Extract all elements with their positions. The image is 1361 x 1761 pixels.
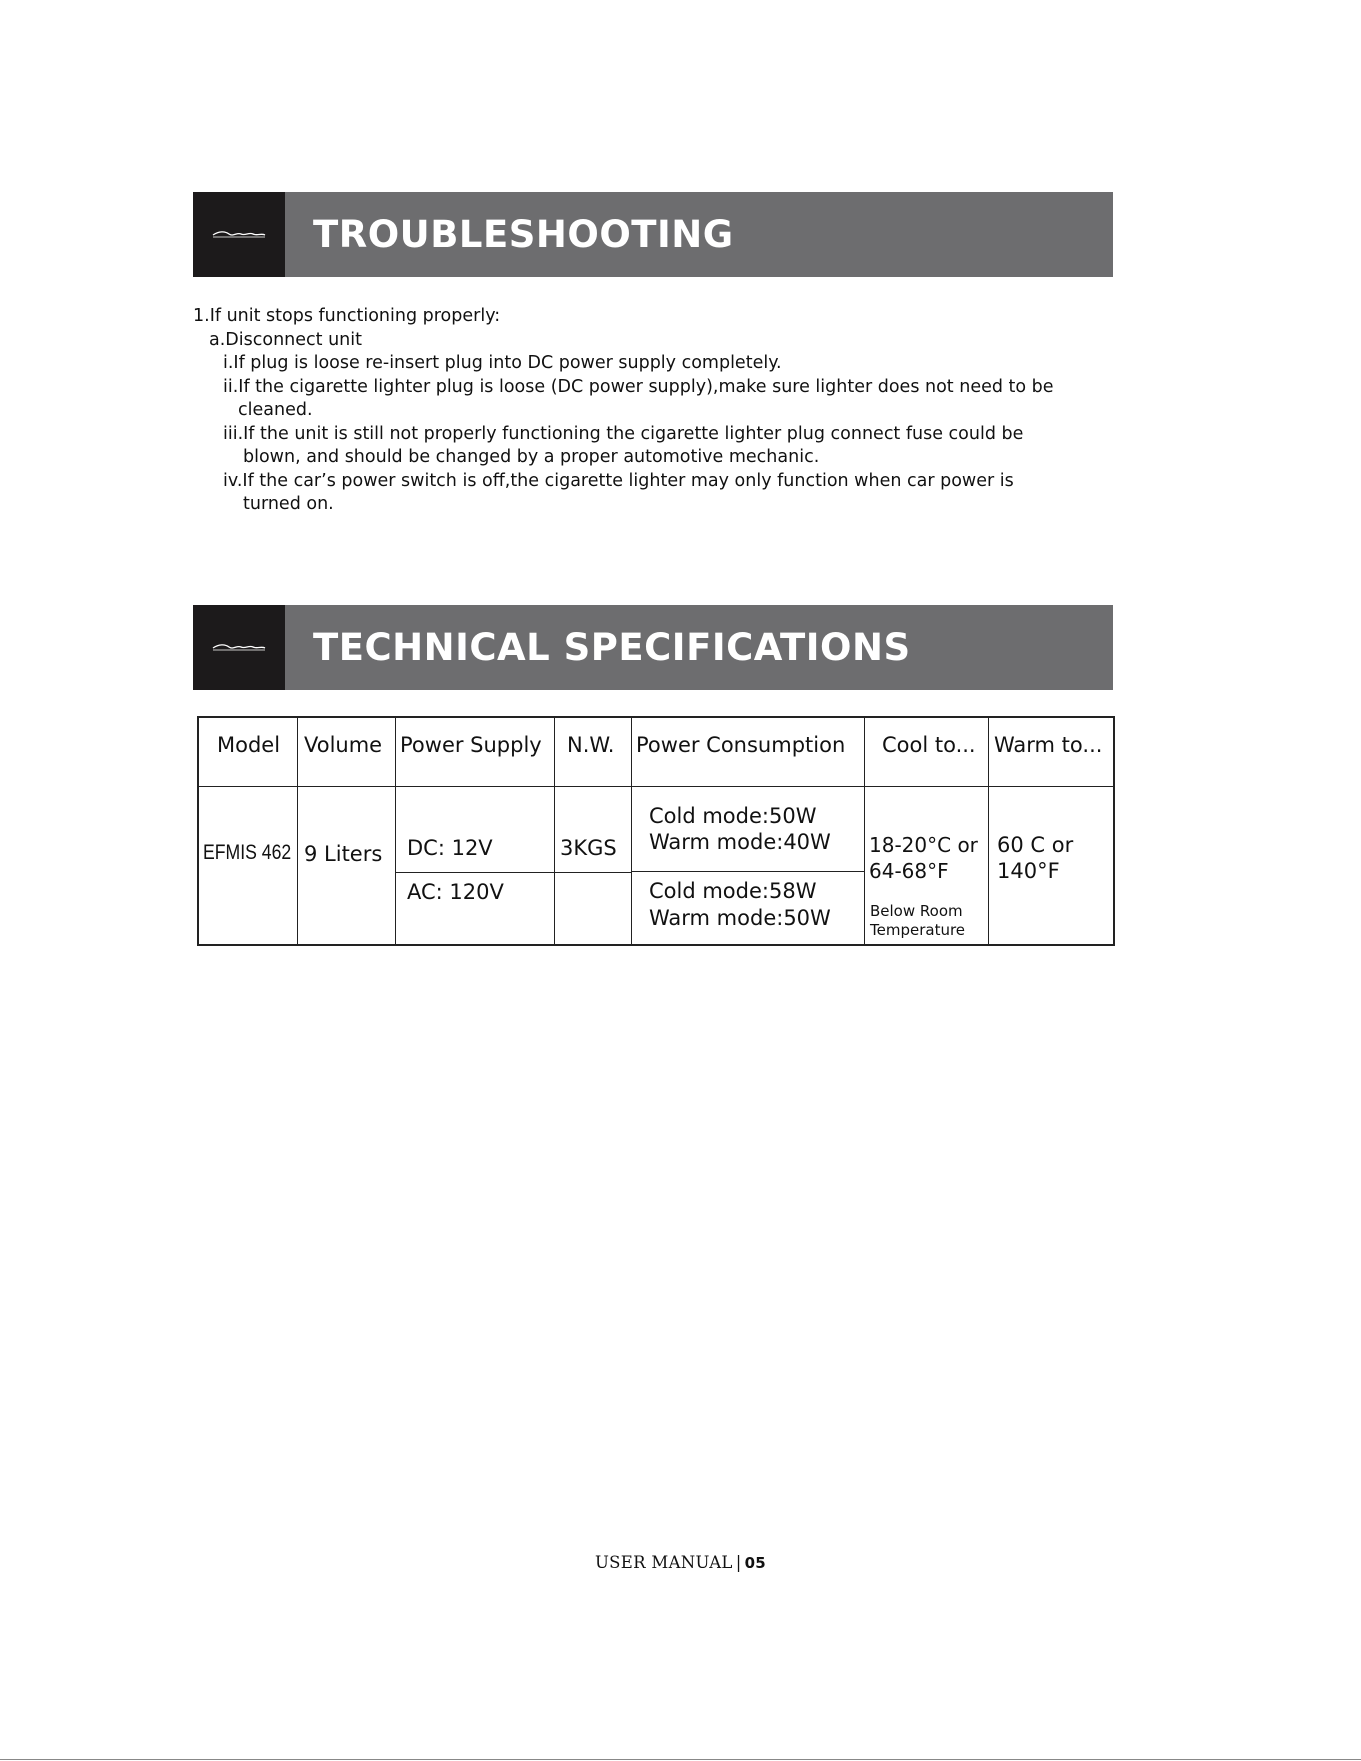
power-supply-ac: AC: 120V (407, 880, 504, 904)
table-divider (631, 871, 864, 872)
table-divider (988, 718, 989, 944)
consumption-ac-cold: Cold mode:58W (649, 879, 817, 903)
footer-label: USER MANUAL (594, 1553, 733, 1572)
frigidaire-logo (193, 605, 285, 690)
cool-to-fahrenheit: 64-68°F (869, 859, 949, 883)
frigidaire-logo (193, 192, 285, 277)
header-power-consumption: Power Consumption (636, 733, 846, 757)
cool-to-celsius: 18-20°C or (869, 833, 978, 857)
table-divider (199, 786, 1113, 787)
brand-block (193, 605, 285, 690)
warm-to-celsius: 60 C or (997, 833, 1074, 857)
troubleshooting-header (193, 192, 1113, 277)
table-divider (864, 718, 865, 944)
trouble-step-ii: ii.If the cigarette lighter plug is loose (DC power supply),make sure lighter does not need to be (223, 376, 1054, 397)
table-divider (554, 718, 555, 944)
table-divider (395, 718, 396, 944)
troubleshooting-list (193, 305, 1113, 517)
header-volume: Volume (304, 733, 383, 757)
consumption-ac-warm: Warm mode:50W (649, 906, 831, 930)
trouble-step-a: a.Disconnect unit (209, 329, 362, 350)
cool-to-note-2: Temperature (870, 921, 966, 939)
warm-to-fahrenheit: 140°F (997, 859, 1060, 883)
footer-separator: | (735, 1553, 742, 1572)
specs-table (197, 716, 1115, 946)
brand-block (193, 192, 285, 277)
trouble-step-iii-cont: blown, and should be changed by a proper automotive mechanic. (243, 447, 820, 467)
table-divider (395, 872, 631, 873)
specs-header (193, 605, 1113, 690)
frigidaire-wordmark-icon (211, 228, 267, 242)
nw-value: 3KGS (560, 836, 617, 860)
header-nw: N.W. (567, 733, 615, 757)
consumption-dc-warm: Warm mode:40W (649, 830, 831, 854)
scan-edge-line (0, 1759, 1361, 1760)
frigidaire-wordmark-icon (211, 641, 267, 655)
page-footer (0, 1553, 1361, 1572)
table-divider (297, 718, 298, 944)
troubleshooting-title: TROUBLESHOOTING (313, 213, 734, 256)
power-supply-dc: DC: 12V (407, 836, 493, 860)
header-cool-to: Cool to... (882, 733, 976, 757)
trouble-step-i: i.If plug is loose re-insert plug into DC power supply completely. (223, 353, 782, 373)
table-divider (631, 718, 632, 944)
cool-to-note-1: Below Room (870, 902, 963, 920)
trouble-step-iv-cont: turned on. (243, 494, 334, 514)
consumption-dc-cold: Cold mode:50W (649, 804, 817, 828)
model-value: EFMIS 462 (203, 841, 292, 864)
specs-title: TECHNICAL SPECIFICATIONS (313, 626, 911, 669)
trouble-step-1: 1.If unit stops functioning properly: (193, 306, 501, 326)
volume-value: 9 Liters (304, 842, 383, 866)
header-model: Model (217, 733, 281, 757)
trouble-step-iii: iii.If the unit is still not properly functioning the cigarette lighter plug connect fuse could be (223, 423, 1024, 444)
header-power-supply: Power Supply (400, 733, 542, 757)
page-number: 05 (744, 1554, 767, 1572)
trouble-step-iv: iv.If the car’s power switch is off,the cigarette lighter may only function when car power is (223, 470, 1014, 491)
header-warm-to: Warm to... (994, 733, 1103, 757)
trouble-step-ii-cont: cleaned. (238, 400, 313, 420)
